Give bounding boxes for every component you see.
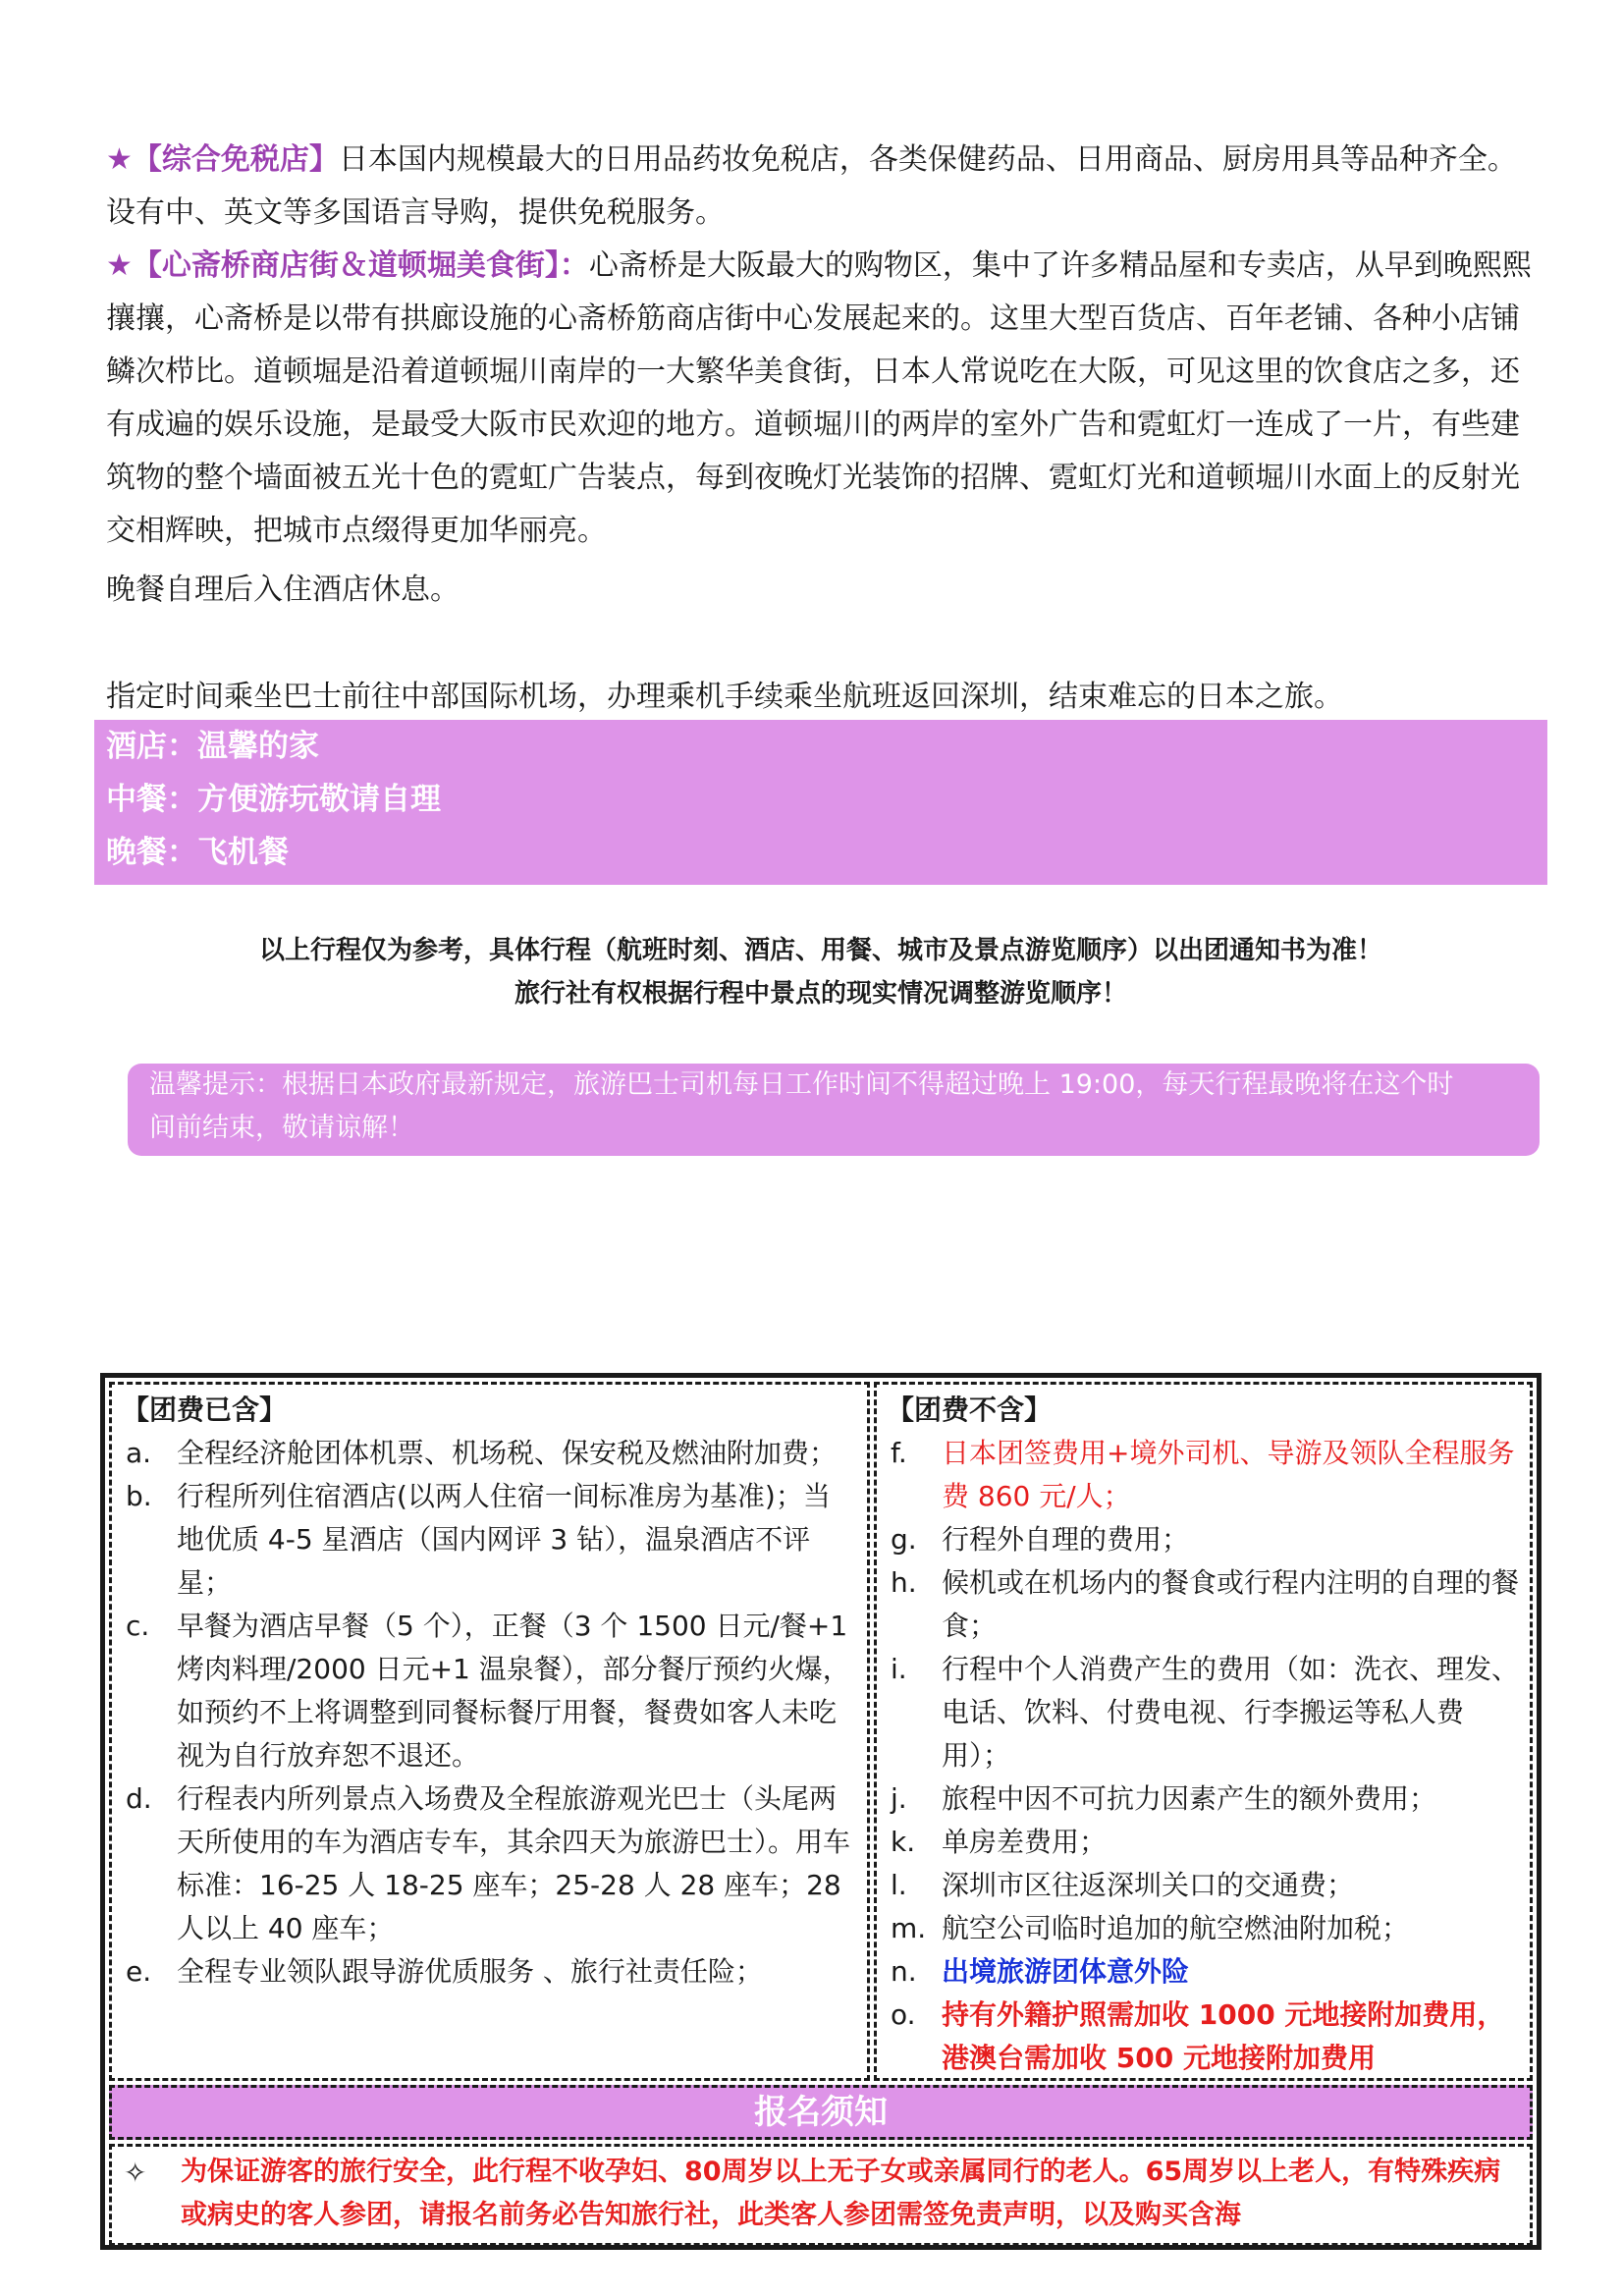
list-item: [112, 1432, 867, 1475]
item-text: 航空公司临时追加的航空燃油附加税；: [942, 1912, 1410, 1944]
item-letter: d.: [126, 1782, 152, 1815]
item-text: 全程专业领队跟导游优质服务 、旅行社责任险；: [177, 1955, 763, 1988]
shop2-text: 心斋桥是大阪最大的购物区，集中了许多精品屋和专卖店，从早到晚熙熙攘攘，心斋桥是以带有拱廊设施的心斋桥筋商店街中心发展起来的。这里大型百货店、百年老铺、各种小店铺鳞次栉比。道顿堀是沿着道顿堀川南岸的一大繁华美食街，日本人常说吃在大阪，可见这里的饮食店之多，还有成遍的娱乐设施，是最受大阪市民欢迎的地方。道顿堀川的两岸的室外广告和霓虹灯一连成了一片，有些建筑物的整个墙面被五光十色的霓虹广告装点，每到夜晚灯光装饰的招牌、霓虹灯光和道顿堀川水面上的反射光交相辉映，把城市点缀得更加华丽亮。: [106, 248, 1532, 548]
notice-line-1: 以上行程仅为参考，具体行程（航班时刻、酒店、用餐、城市及景点游览顺序）以出团通知书为准！: [258, 936, 1382, 965]
list-item: [877, 1432, 1530, 1518]
item-letter: n.: [891, 1955, 917, 1988]
fees-included-column: [109, 1382, 870, 2081]
item-text: 全程经济舱团体机票、机场税、保安税及燃油附加费；: [177, 1437, 838, 1469]
list-item: [112, 1605, 867, 1777]
item-text: 早餐为酒店早餐（5 个），正餐（3 个 1500 日元/餐+1 烤肉料理/2000 日元+1 温泉餐），部分餐厅预约火爆，如预约不上将调整到同餐标餐厅用餐，餐费如客人未吃视为自行放弃恕不退还。: [177, 1610, 850, 1772]
signup-row: [109, 2144, 1533, 2246]
item-text: 候机或在机场内的餐食或行程内注明的自理的餐食；: [942, 1566, 1520, 1642]
item-letter: e.: [126, 1955, 152, 1988]
item-letter: j.: [891, 1782, 907, 1815]
item-text: 行程所列住宿酒店(以两人住宿一间标准房为基准)；当地优质 4-5 星酒店（国内网评 3 钻），温泉酒店不评星；: [177, 1480, 831, 1599]
meal-dinner: 晚餐：飞机餐: [106, 835, 289, 870]
signup-text: 为保证游客的旅行安全，此行程不收孕妇、80周岁以上无子女或亲属同行的老人。65周岁以上老人，有特殊疾病或病史的客人参团，请报名前务必告知旅行社，此类客人参团需签免责声明，以及购买含海: [181, 2157, 1501, 2230]
departure-note: 指定时间乘坐巴士前往中部国际机场，办理乘机手续乘坐航班返回深圳，结束难忘的日本之旅。: [106, 680, 1343, 714]
item-letter: g.: [891, 1523, 917, 1556]
item-letter: b.: [126, 1480, 152, 1512]
item-text: 持有外籍护照需加收 1000 元地接附加费用，港澳台需加收 500 元地接附加费用: [942, 1998, 1505, 2074]
list-item: [877, 1518, 1530, 1561]
tip-text: 温馨提示：根据日本政府最新规定，旅游巴士司机每日工作时间不得超过晚上 19:00，每天行程最晚将在这个时间前结束，敬请谅解！: [149, 1069, 1454, 1143]
shop2-paragraph: [106, 240, 1540, 558]
meals-box: [94, 720, 1547, 885]
notice-line-2: 旅行社有权根据行程中景点的现实情况调整游览顺序！: [514, 979, 1127, 1009]
shop1-title: 【综合免税店】: [132, 142, 339, 177]
list-item: [877, 1864, 1530, 1907]
shop1-text: 日本国内规模最大的日用品药妆免税店，各类保健药品、日用商品、厨房用具等品种齐全。设有中、英文等多国语言导购，提供免税服务。: [106, 142, 1517, 230]
sparkle-icon: ✧: [124, 2157, 147, 2189]
dinner-note: 晚餐自理后入住酒店休息。: [106, 573, 460, 607]
meal-hotel: 酒店：温馨的家: [106, 729, 319, 764]
signup-title: 报名须知: [109, 2085, 1533, 2140]
item-letter: k.: [891, 1826, 916, 1858]
list-item: [112, 1950, 867, 1994]
shop1-paragraph: [106, 134, 1540, 240]
item-text: 单房差费用；: [942, 1826, 1108, 1858]
fees-excluded-column: [874, 1382, 1533, 2081]
item-letter: o.: [891, 1998, 916, 2031]
list-item: [877, 1648, 1530, 1777]
star-icon: ★: [106, 142, 133, 177]
item-text: 深圳市区往返深圳关口的交通费；: [942, 1869, 1355, 1901]
fees-excluded-title: 【团费不含】: [887, 1394, 1053, 1426]
list-item: [112, 1475, 867, 1605]
item-text: 行程外自理的费用；: [942, 1523, 1190, 1556]
item-text: 旅程中因不可抗力因素产生的额外费用；: [942, 1782, 1437, 1815]
item-letter: c.: [126, 1610, 150, 1642]
fee-table: [100, 1373, 1542, 2250]
star-icon: ★: [106, 248, 133, 283]
item-text: 日本团签费用+境外司机、导游及领队全程服务费 860 元/人；: [942, 1437, 1515, 1512]
meal-lunch: 中餐：方便游玩敬请自理: [106, 782, 441, 817]
tip-box: [128, 1064, 1540, 1156]
item-letter: i.: [891, 1653, 907, 1685]
list-item: [877, 1950, 1530, 1994]
list-item: [112, 1777, 867, 1950]
list-item: [877, 1907, 1530, 1950]
list-item: [877, 1821, 1530, 1864]
item-letter: a.: [126, 1437, 152, 1469]
list-item: [877, 1561, 1530, 1648]
item-text: 行程中个人消费产生的费用（如：洗衣、理发、电话、饮料、付费电视、行李搬运等私人费用）；: [942, 1653, 1520, 1772]
item-text: 行程表内所列景点入场费及全程旅游观光巴士（头尾两天所使用的车为酒店专车，其余四天为旅游巴士）。用车标准：16-25 人 18-25 座车；25-28 人 28 座车；28 人以上 40 座车；: [177, 1782, 851, 1944]
item-text: 出境旅游团体意外险: [942, 1955, 1190, 1988]
list-item: [877, 1777, 1530, 1821]
item-letter: h.: [891, 1566, 917, 1599]
item-letter: f.: [891, 1437, 907, 1469]
item-letter: m.: [891, 1912, 927, 1944]
list-item: [877, 1994, 1530, 2080]
shop2-title: 【心斋桥商店街＆道顿堀美食街】：: [132, 248, 589, 283]
item-letter: l.: [891, 1869, 907, 1901]
fees-included-title: 【团费已含】: [122, 1394, 288, 1426]
